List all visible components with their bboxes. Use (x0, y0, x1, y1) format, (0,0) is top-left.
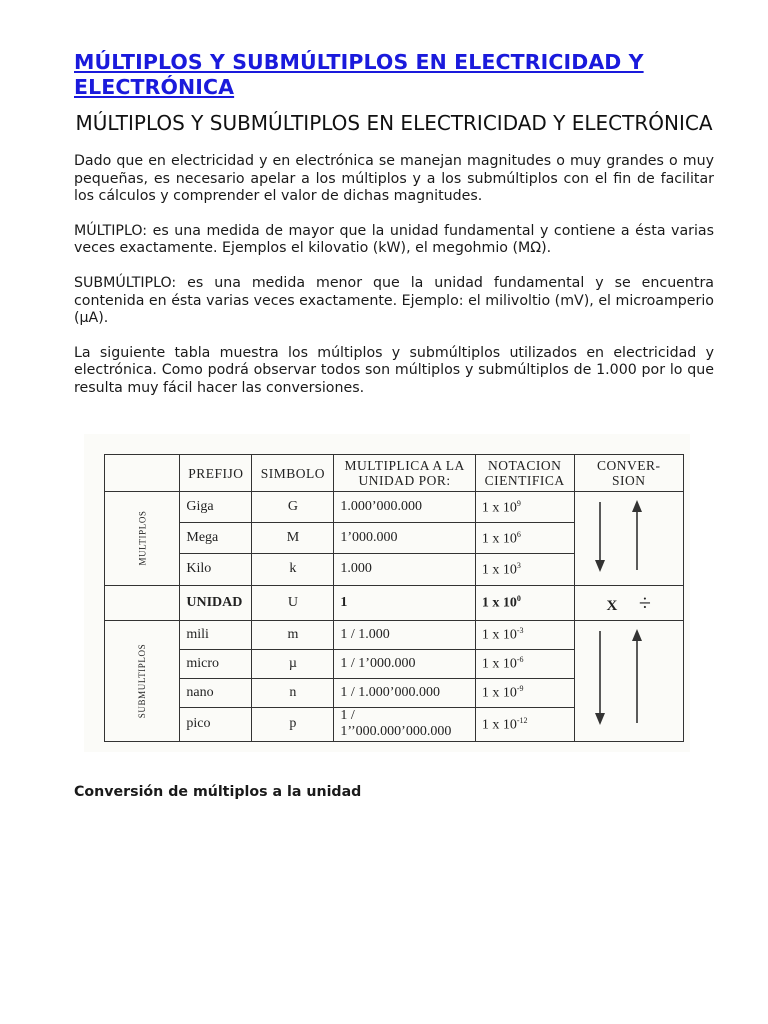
cell-simbolo: n (252, 678, 334, 707)
title-link[interactable]: MÚLTIPLOS Y SUBMÚLTIPLOS EN ELECTRICIDAD Y ELECTRÓNICA (74, 50, 644, 99)
cell-notacion: 1 x $10^3$ (475, 554, 574, 585)
cell-simbolo: µ (252, 649, 334, 678)
table-corner-cell (105, 455, 180, 492)
cell-prefijo: UNIDAD (180, 585, 252, 620)
cell-prefijo: nano (180, 678, 252, 707)
cell-notacion: 1 x $10^{-9}$ (475, 678, 574, 707)
cell-simbolo: m (252, 620, 334, 649)
prefix-table (104, 454, 684, 742)
section-subheading: Conversión de múltiplos a la unidad (74, 784, 362, 800)
intro-paragraph: Dado que en electricidad y en electrónica se manejan magnitudes o muy grandes o muy pequeñas, es necesario apelar a los múltiplos y a los submúltiplos con el fin de facilitar los cálculos y comprender el valor de dichas magnitudes. (74, 153, 714, 205)
header-notacion: NOTACION CIENTIFICA (475, 455, 574, 492)
cell-multiplica: 1 (334, 585, 475, 620)
multiply-icon: X (606, 597, 618, 614)
cell-simbolo: U (252, 585, 334, 620)
multiplo-paragraph: MÚLTIPLO: es una medida de mayor que la unidad fundamental y contiene a ésta varias veces exactamente. Ejemplos el kilovatio (kW), el megohmio (MΩ). (74, 222, 714, 257)
conversion-arrows-multiplos (574, 492, 683, 585)
cell-prefijo: micro (180, 649, 252, 678)
page-title: MÚLTIPLOS Y SUBMÚLTIPLOS EN ELECTRICIDAD Y ELECTRÓNICA (75, 111, 713, 135)
cell-multiplica: 1.000 (334, 554, 475, 585)
cell-simbolo: p (252, 707, 334, 741)
up-down-arrows-icon (575, 494, 683, 578)
cell-prefijo: Mega (180, 523, 252, 554)
cell-multiplica: 1 / 1’’000.000’000.000 (334, 707, 475, 741)
header-multiplica: MULTIPLICA A LA UNIDAD POR: (334, 455, 475, 492)
conversion-arrows-submultiplos (574, 620, 683, 741)
cell-prefijo: mili (180, 620, 252, 649)
cell-multiplica: 1 / 1.000’000.000 (334, 678, 475, 707)
submultiplo-paragraph: SUBMÚLTIPLO: es una medida menor que la unidad fundamental y se encuentra contenida en ésta varias veces exactamente. Ejemplo: el milivoltio (mV), el microamperio (µA). (74, 274, 714, 327)
header-conversion: CONVER-SION (574, 455, 683, 492)
document-page (74, 50, 714, 415)
conversion-operators (574, 585, 683, 620)
cell-notacion: 1 x $10^{-3}$ (475, 620, 574, 649)
header-prefijo: PREFIJO (180, 455, 252, 492)
cell-notacion: 1 x $10^{-12}$ (475, 707, 574, 741)
cell-notacion: 1 x $10^{-6}$ (475, 649, 574, 678)
header-simbolo: SIMBOLO (252, 455, 334, 492)
cell-simbolo: G (252, 492, 334, 523)
table-row (105, 492, 684, 523)
table-row (105, 620, 684, 649)
cell-notacion: 1 x $10^6$ (475, 523, 574, 554)
cell-multiplica: 1 / 1.000 (334, 620, 475, 649)
group-label-submultiplos: SUBMULTIPLOS (105, 620, 180, 741)
cell-notacion: 1 x $10^9$ (475, 492, 574, 523)
cell-simbolo: k (252, 554, 334, 585)
cell-multiplica: 1 / 1’000.000 (334, 649, 475, 678)
group-label-multiplos: MULTIPLOS (105, 492, 180, 585)
cell-simbolo: M (252, 523, 334, 554)
divide-icon: ÷ (638, 589, 651, 615)
cell-multiplica: 1.000’000.000 (334, 492, 475, 523)
table-header-row (105, 455, 684, 492)
prefix-table-image (84, 434, 690, 752)
table-intro-paragraph: La siguiente tabla muestra los múltiplos y submúltiplos utilizados en electricidad y electrónica. Como podrá observar todos son múltiplos y submúltiplos de 1.000 por lo que resulta muy fácil hacer las conversiones. (74, 344, 714, 396)
cell-prefijo: Kilo (180, 554, 252, 585)
down-up-arrows-icon (575, 623, 683, 733)
cell-multiplica: 1’000.000 (334, 523, 475, 554)
group-label-empty (105, 585, 180, 620)
table-row-unidad (105, 585, 684, 620)
cell-prefijo: pico (180, 707, 252, 741)
cell-notacion: 1 x $10^0$ (475, 585, 574, 620)
cell-prefijo: Giga (180, 492, 252, 523)
